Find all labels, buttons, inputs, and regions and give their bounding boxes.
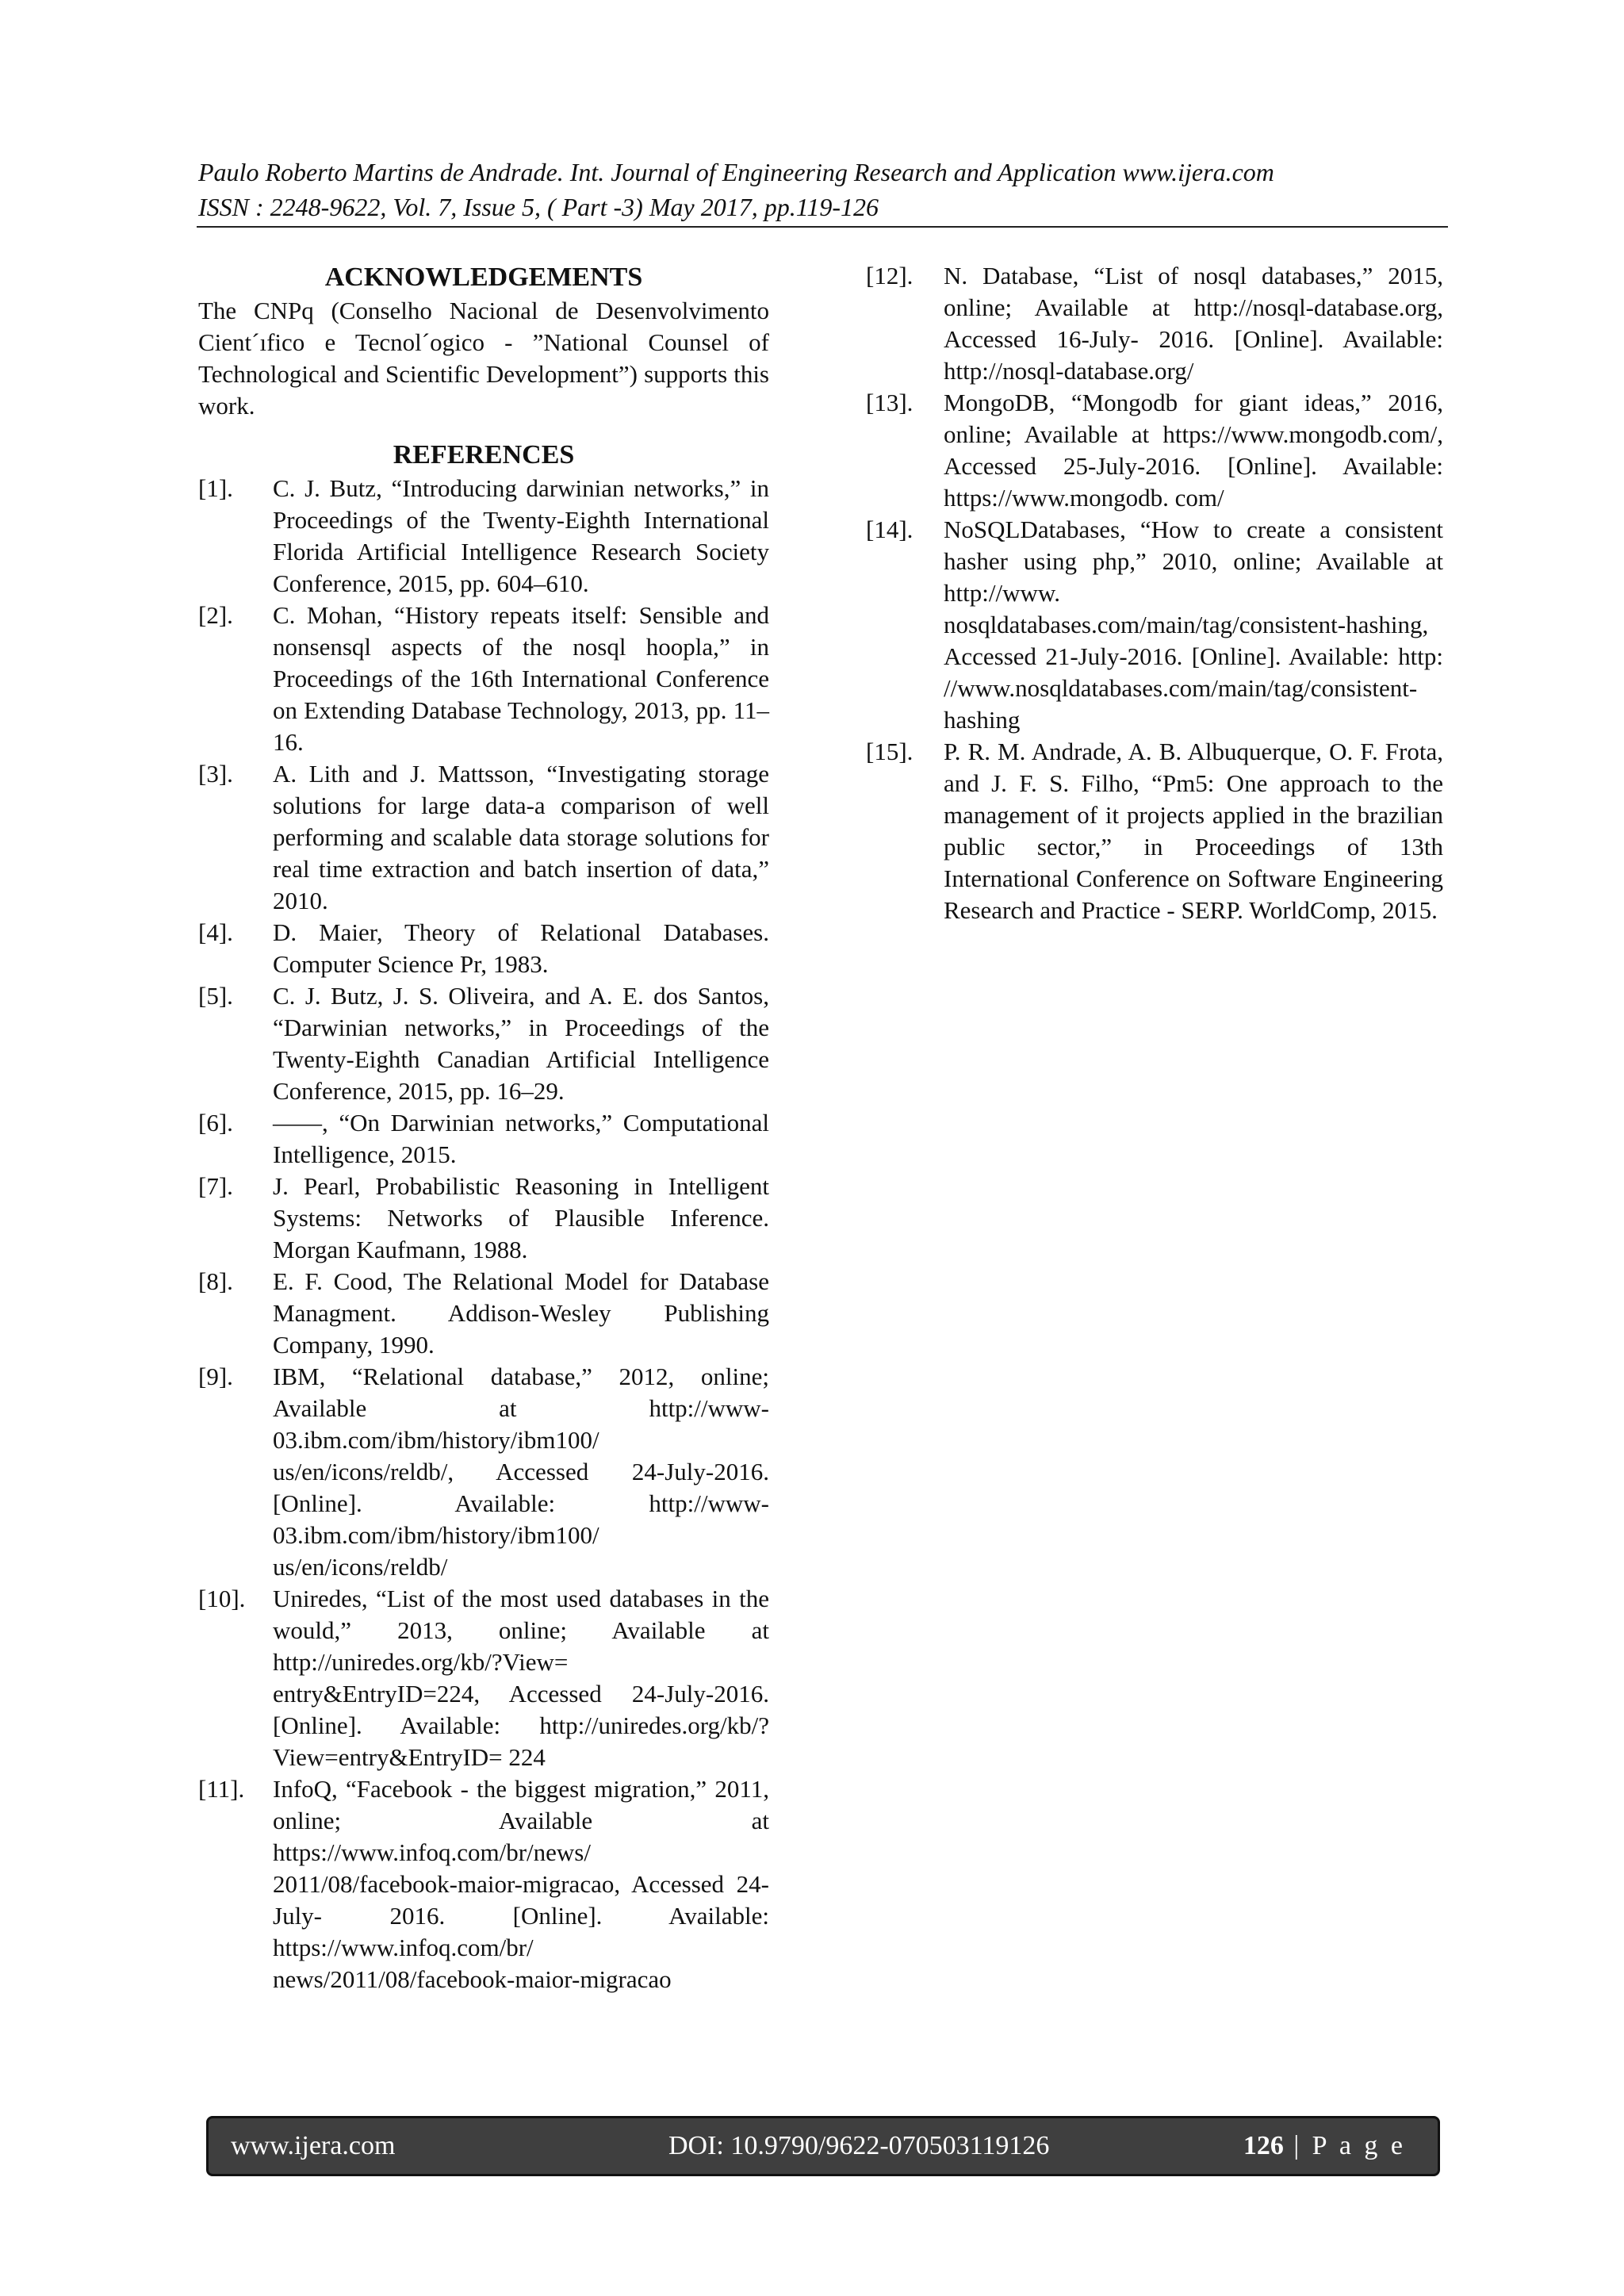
- reference-text: IBM, “Relational database,” 2012, online; Available at http://www-03.ibm.com/ibm/history/ibm100/ us/en/icons/reldb/, Accessed 24-July-2016. [Online]. Available: http://www-03.ibm.com/ibm/history/ibm100/ us/en/icons/reldb/: [273, 1363, 769, 1581]
- reference-number: [15].: [866, 738, 914, 765]
- reference-number: [11].: [198, 1775, 245, 1803]
- reference-number: [8].: [198, 1267, 233, 1295]
- page-label: | P a g e: [1283, 2131, 1406, 2160]
- header-issn-line: ISSN : 2248-9622, Vol. 7, Issue 5, ( Part -3) May 2017, pp.119-126: [198, 193, 879, 221]
- reference-item: [198, 1266, 769, 1361]
- reference-item: [198, 917, 769, 980]
- reference-item: [198, 980, 769, 1107]
- reference-text: J. Pearl, Probabilistic Reasoning in Intelligent Systems: Networks of Plausible Inference. Morgan Kaufmann, 1988.: [273, 1172, 769, 1263]
- reference-text: C. J. Butz, “Introducing darwinian networks,” in Proceedings of the Twenty-Eighth International Florida Artificial Intelligence Research Society Conference, 2015, pp. 604–610.: [273, 474, 769, 597]
- header-citation-line: Paulo Roberto Martins de Andrade. Int. Journal of Engineering Research and Application www.ijera.com: [198, 158, 1274, 186]
- reference-text: Uniredes, “List of the most used databases in the would,” 2013, online; Available at http://uniredes.org/kb/?View= entry&EntryID=224, Accessed 24-July-2016. [Online]. Available: http://uniredes.org/kb/?View=entry&EntryID= 224: [273, 1585, 769, 1771]
- reference-text: D. Maier, Theory of Relational Databases. Computer Science Pr, 1983.: [273, 918, 769, 978]
- page-footer: [206, 2116, 1440, 2176]
- reference-text: NoSQLDatabases, “How to create a consistent hasher using php,” 2010, online; Available at http://www. nosqldatabases.com/main/tag/consistent-hashing, Accessed 21-July-2016. [Online]. Available: http: //www.nosqldatabases.com/main/tag/consistent-hashing: [944, 516, 1443, 734]
- reference-number: [5].: [198, 982, 233, 1010]
- acknowledgements-heading: ACKNOWLEDGEMENTS: [324, 263, 643, 292]
- reference-number: [13].: [866, 389, 914, 416]
- left-column: [198, 260, 769, 1995]
- reference-number: [7].: [198, 1172, 233, 1200]
- reference-item: [198, 1361, 769, 1583]
- reference-text: N. Database, “List of nosql databases,” 2015, online; Available at http://nosql-database.org, Accessed 16-July- 2016. [Online]. Available: http://nosql-database.org/: [944, 262, 1443, 385]
- references-heading: REFERENCES: [393, 440, 575, 470]
- references-list-left: [198, 473, 769, 1995]
- reference-text: C. Mohan, “History repeats itself: Sensible and nonsensql aspects of the nosql hoopla,” in Proceedings of the 16th International Conference on Extending Database Technology, 2013, pp. 11–16.: [273, 601, 769, 756]
- reference-item: [866, 736, 1443, 926]
- running-header: [198, 155, 1445, 224]
- acknowledgements-text: The CNPq (Conselho Nacional de Desenvolvimento Cient´ıfico e Tecnol´ogico - ”National Counsel of Technological and Scientific Development”) supports this work.: [198, 297, 769, 420]
- reference-number: [10].: [198, 1585, 246, 1612]
- reference-item: [198, 1171, 769, 1266]
- reference-text: MongoDB, “Mongodb for giant ideas,” 2016, online; Available at https://www.mongodb.com/, Accessed 25-July-2016. [Online]. Available: https://www.mongodb. com/: [944, 389, 1443, 512]
- footer-website: www.ijera.com: [231, 2131, 396, 2160]
- reference-item: [866, 387, 1443, 514]
- reference-item: [198, 473, 769, 600]
- reference-number: [1].: [198, 474, 233, 502]
- reference-item: [198, 1583, 769, 1773]
- reference-item: [866, 514, 1443, 736]
- reference-item: [198, 1107, 769, 1171]
- reference-number: [6].: [198, 1109, 233, 1137]
- reference-number: [12].: [866, 262, 914, 289]
- reference-text: InfoQ, “Facebook - the biggest migration,” 2011, online; Available at https://www.infoq.com/br/news/ 2011/08/facebook-maior-migracao, Accessed 24-July- 2016. [Online]. Available: https://www.infoq.com/br/ news/2011/08/facebook-maior-migracao: [273, 1775, 769, 1993]
- reference-number: [14].: [866, 516, 914, 543]
- reference-text: P. R. M. Andrade, A. B. Albuquerque, O. F. Frota, and J. F. S. Filho, “Pm5: One approach to the management of it projects applied in the brazilian public sector,” in Proceedings of 13th International Conference on Software Engineering Research and Practice - SERP. WorldComp, 2015.: [944, 738, 1443, 924]
- reference-text: ——, “On Darwinian networks,” Computational Intelligence, 2015.: [273, 1109, 769, 1168]
- header-divider: [197, 226, 1448, 228]
- page-number: 126: [1243, 2131, 1284, 2160]
- footer-page-number: [1243, 2131, 1406, 2161]
- footer-doi: DOI: 10.9790/9622-070503119126: [668, 2131, 1050, 2160]
- reference-text: A. Lith and J. Mattsson, “Investigating storage solutions for large data-a comparison of well performing and scalable data storage solutions for real time extraction and batch insertion of data,” 2010.: [273, 760, 769, 914]
- reference-item: [866, 260, 1443, 387]
- reference-text: C. J. Butz, J. S. Oliveira, and A. E. dos Santos, “Darwinian networks,” in Proceedings of the Twenty-Eighth Canadian Artificial Intelligence Conference, 2015, pp. 16–29.: [273, 982, 769, 1105]
- reference-item: [198, 1773, 769, 1995]
- right-column: [866, 260, 1443, 926]
- reference-number: [9].: [198, 1363, 233, 1390]
- reference-number: [2].: [198, 601, 233, 629]
- reference-item: [198, 600, 769, 758]
- reference-item: [198, 758, 769, 917]
- reference-text: E. F. Cood, The Relational Model for Database Managment. Addison-Wesley Publishing Company, 1990.: [273, 1267, 769, 1359]
- reference-number: [4].: [198, 918, 233, 946]
- reference-number: [3].: [198, 760, 233, 788]
- references-list-right: [866, 260, 1443, 926]
